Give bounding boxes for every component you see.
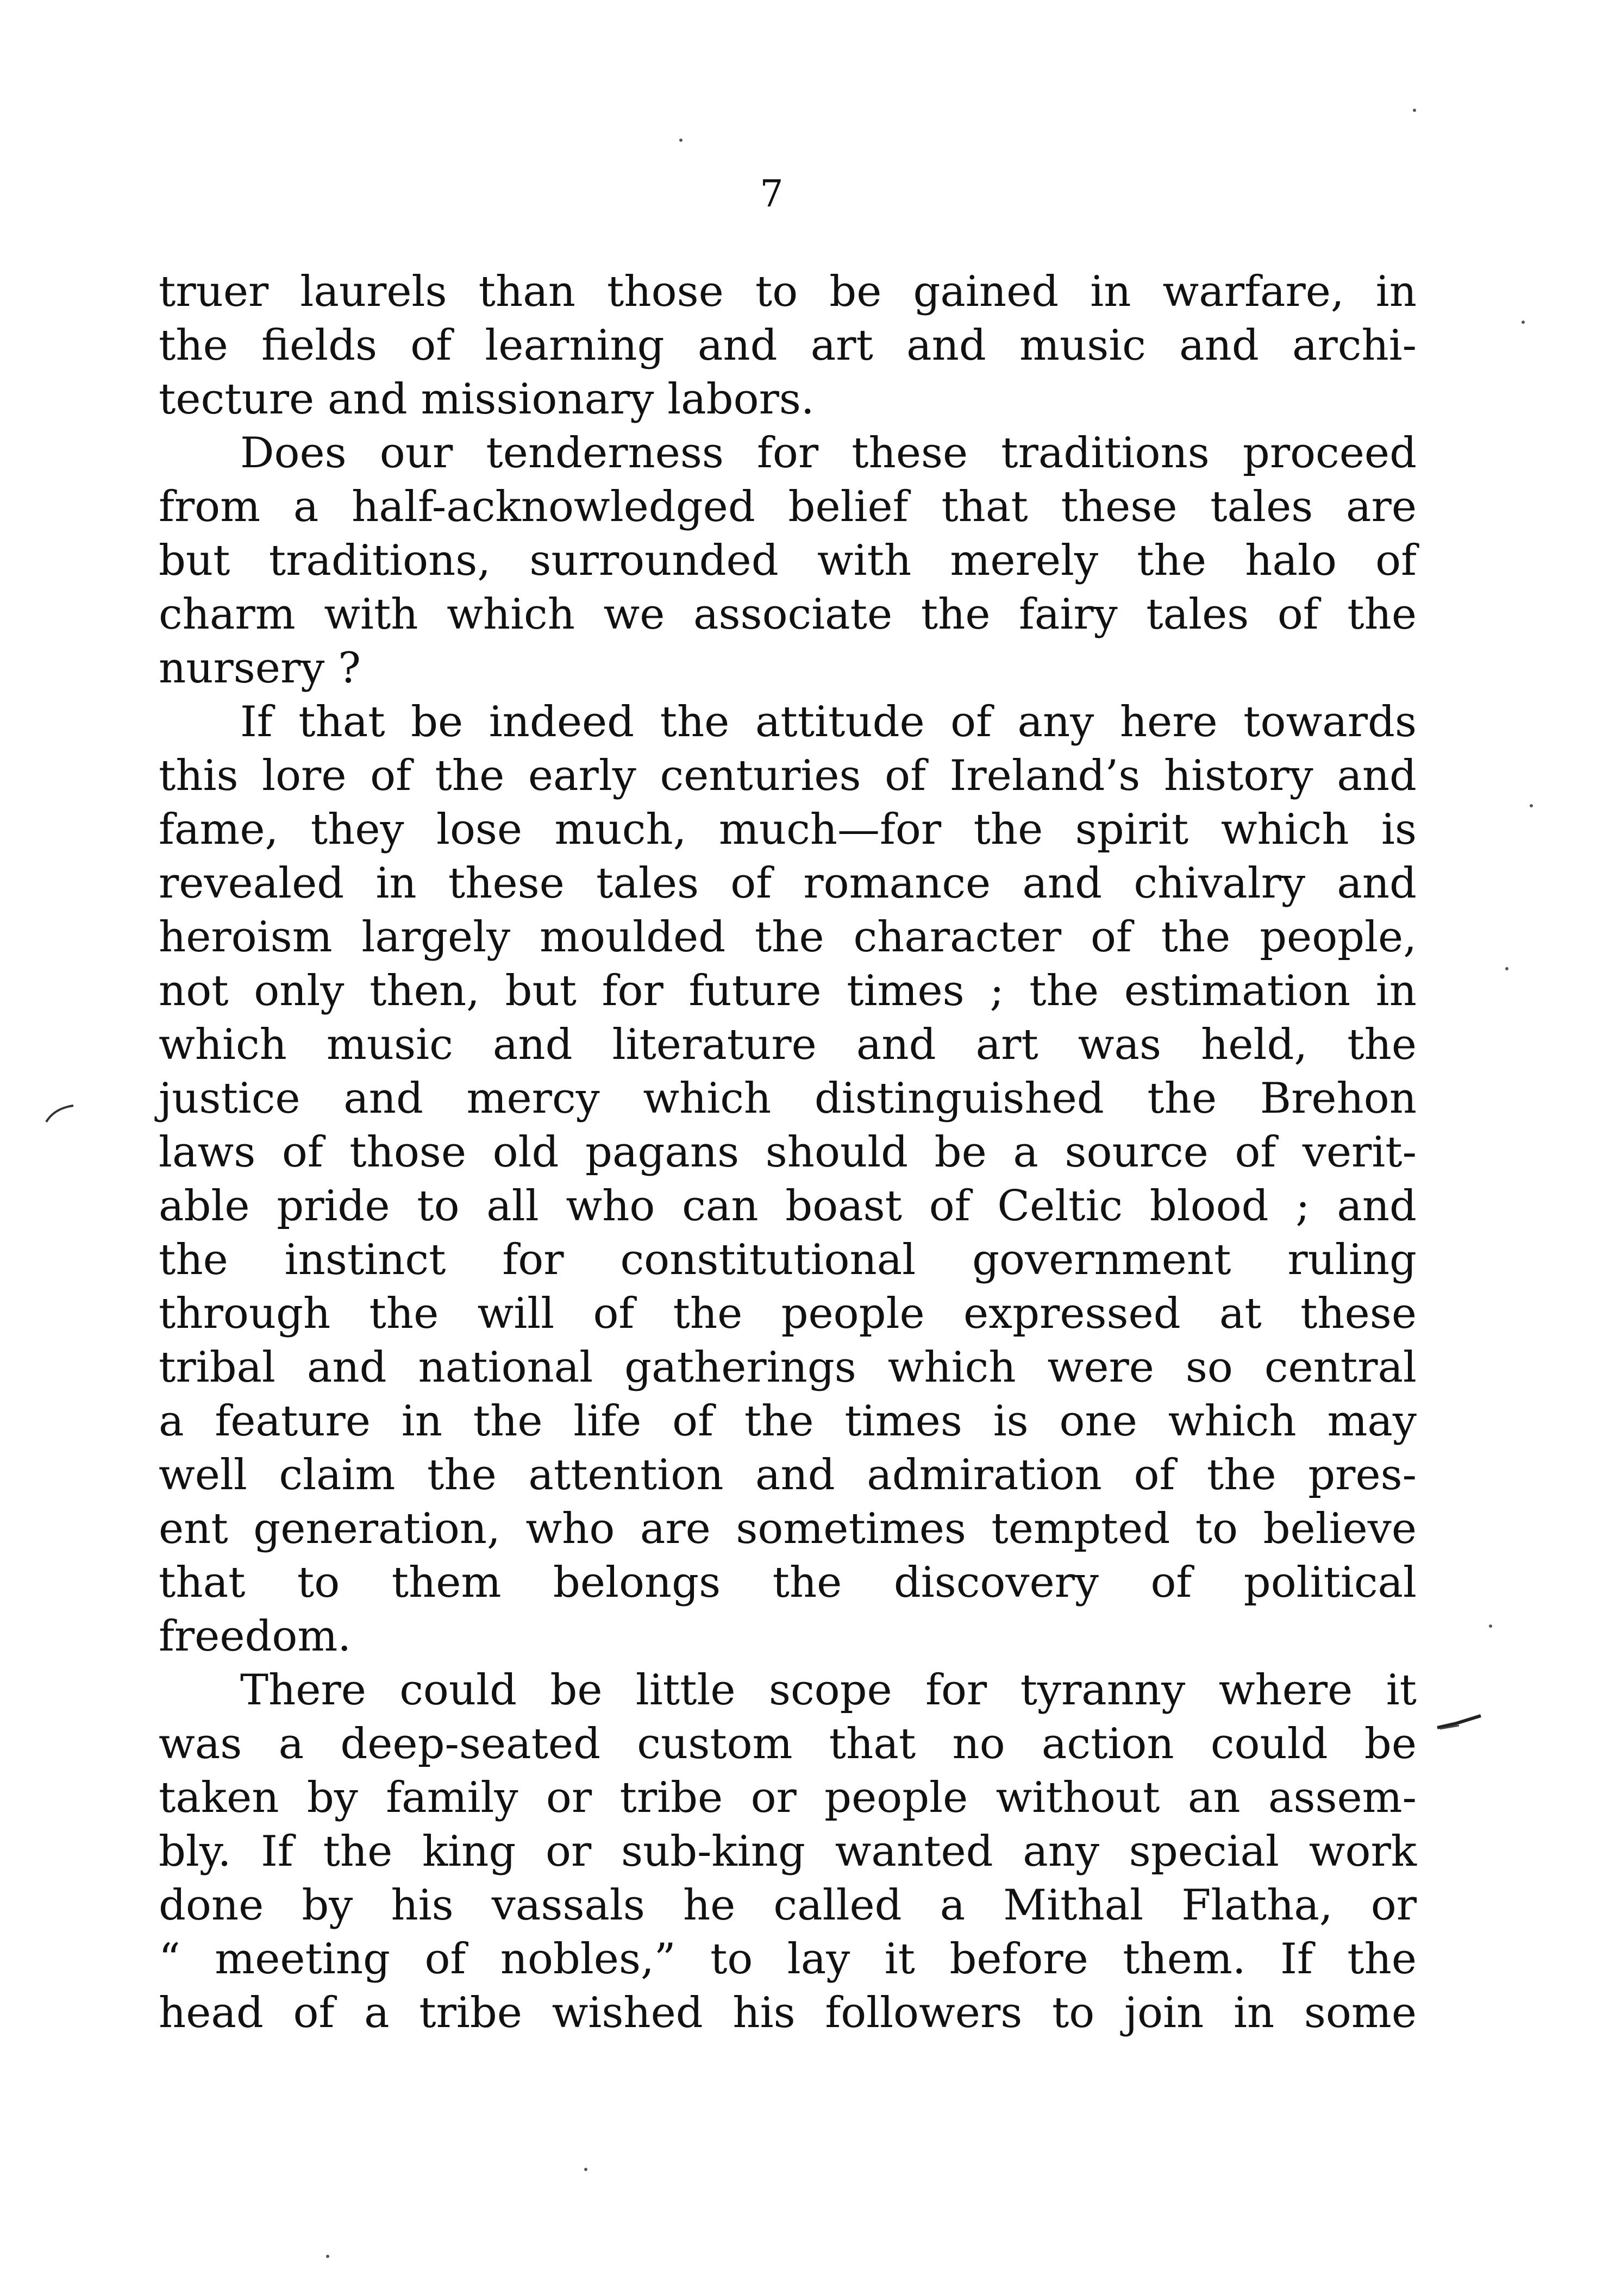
text-line: revealed in these tales of romance and chivalry and [159, 859, 1417, 908]
page-number: 7 [760, 173, 784, 216]
text-line: not only then, but for future times ; the estimation in [159, 967, 1417, 1015]
text-line: well claim the attention and admiration of the pres- [159, 1451, 1417, 1500]
scan-speck [1505, 967, 1508, 970]
text-line: justice and mercy which distinguished the Brehon [159, 1074, 1417, 1123]
text-line: heroism largely moulded the character of the people, [159, 913, 1417, 962]
text-line: freedom. [159, 1612, 352, 1661]
text-line: laws of those old pagans should be a source of verit- [159, 1128, 1417, 1177]
scan-speck [1413, 109, 1416, 112]
text-line: ent generation, who are sometimes tempted to believe [159, 1504, 1417, 1553]
scan-speck [1522, 321, 1525, 324]
margin-pen-mark [1435, 1711, 1483, 1733]
text-line: this lore of the early centuries of Ireland’s history and [159, 751, 1417, 800]
text-line: charm with which we associate the fairy tales of the [159, 590, 1417, 639]
text-line: which music and literature and art was held, the [159, 1020, 1417, 1069]
text-line: the fields of learning and art and music and archi- [159, 321, 1417, 370]
text-line: tecture and missionary labors. [159, 375, 815, 424]
text-line: truer laurels than those to be gained in warfare, in [159, 267, 1417, 316]
text-line: “ meeting of nobles,” to lay it before them. If the [159, 1935, 1417, 1984]
text-line: Does our tenderness for these traditions proceed [240, 429, 1417, 478]
text-line: If that be indeed the attitude of any here towards [240, 698, 1417, 746]
text-line: that to them belongs the discovery of political [159, 1558, 1417, 1607]
scan-speck [1489, 1624, 1492, 1628]
text-line: a feature in the life of the times is one which may [159, 1397, 1417, 1446]
text-line: but traditions, surrounded with merely the halo of [159, 536, 1417, 585]
text-line: from a half-acknowledged belief that these tales are [159, 482, 1417, 531]
text-line: through the will of the people expressed at these [159, 1289, 1417, 1338]
body-text [159, 265, 1417, 2040]
text-line: taken by family or tribe or people without an assem- [159, 1773, 1417, 1822]
text-line: done by his vassals he called a Mithal Flatha, or [159, 1881, 1417, 1930]
scan-speck [1530, 804, 1533, 807]
text-line: nursery ? [159, 644, 361, 693]
scan-speck [326, 2255, 329, 2258]
text-line: bly. If the king or sub-king wanted any special work [159, 1827, 1417, 1876]
text-line: There could be little scope for tyranny where it [240, 1666, 1417, 1715]
text-line: the instinct for constitutional government ruling [159, 1235, 1417, 1284]
text-line: was a deep-seated custom that no action could be [159, 1720, 1417, 1768]
text-line: tribal and national gatherings which were so central [159, 1343, 1417, 1392]
text-line: able pride to all who can boast of Celtic blood ; and [159, 1182, 1417, 1231]
text-line: head of a tribe wished his followers to join in some [159, 1988, 1417, 2037]
scan-speck [584, 2168, 587, 2171]
scan-speck [679, 139, 683, 142]
margin-pencil-mark [43, 1103, 76, 1125]
text-line: fame, they lose much, much—for the spirit which is [159, 805, 1417, 854]
